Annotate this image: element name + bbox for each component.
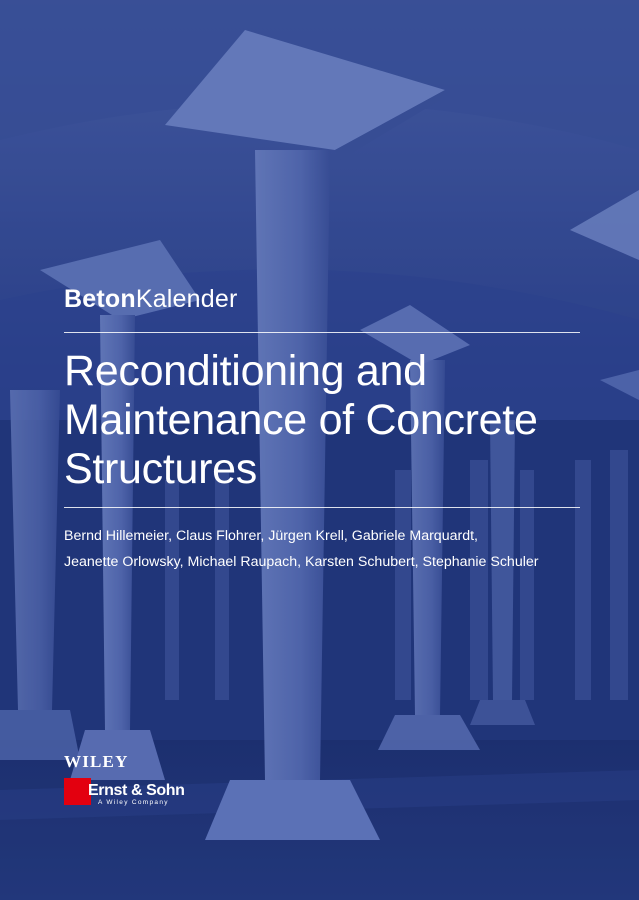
top-divider	[64, 332, 580, 333]
book-title	[64, 347, 604, 494]
series-name-bold: Beton	[64, 285, 136, 313]
series-name	[64, 284, 238, 314]
imprint-subtitle: A Wiley Company	[98, 799, 169, 806]
title-line: Maintenance of Concrete	[64, 396, 538, 444]
author-line: Jeanette Orlowsky, Michael Raupach, Karsten Schubert, Stephanie Schuler	[64, 554, 539, 570]
bottom-divider	[64, 507, 580, 508]
author-line: Bernd Hillemeier, Claus Flohrer, Jürgen Krell, Gabriele Marquardt,	[64, 528, 478, 544]
series-name-regular: Kalender	[135, 285, 238, 313]
title-line: Reconditioning and	[64, 347, 427, 395]
title-line: Structures	[64, 445, 257, 493]
wiley-logo: WILEY	[64, 752, 129, 771]
ernst-sohn-logo	[64, 778, 204, 808]
author-list	[64, 523, 624, 575]
imprint-name: Ernst & Sohn	[88, 782, 185, 799]
ernst-sohn-red-square-icon	[64, 778, 91, 805]
